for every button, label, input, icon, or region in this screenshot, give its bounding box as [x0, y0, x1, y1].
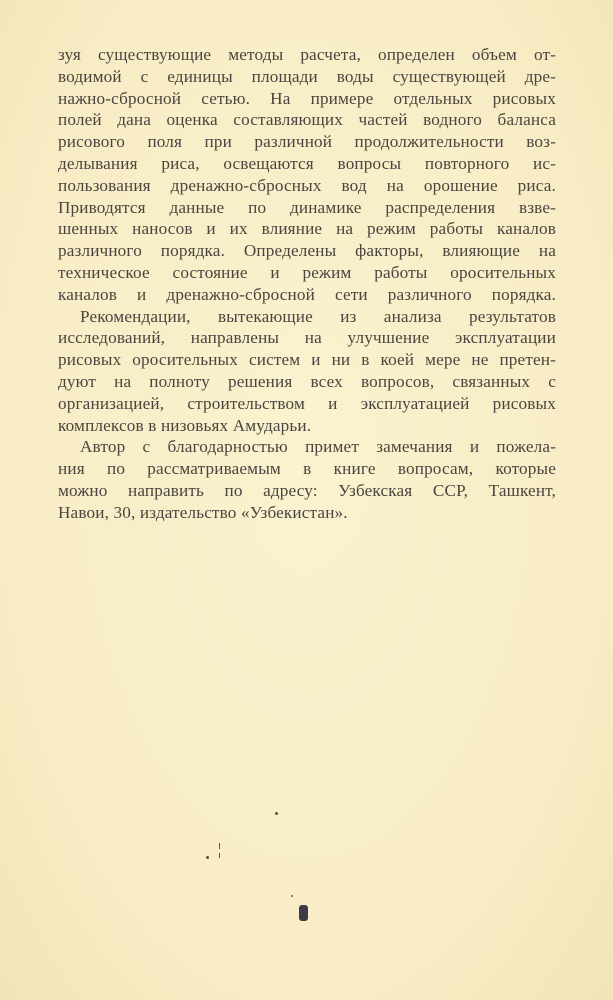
paper-speck: [291, 895, 293, 897]
text-line: полей дана оценка составляющих частей водного баланса: [58, 110, 556, 130]
body-text: [58, 44, 556, 524]
text-line: нажно-сбросной сетью. На примере отдельных рисовых: [58, 88, 556, 108]
text-line: дуют на полноту решения всех вопросов, связанных с: [58, 371, 556, 391]
text-line: ния по рассматриваемым в книге вопросам, которые: [58, 459, 556, 479]
text-line: пользования дренажно-сбросных вод на орошение риса.: [58, 175, 556, 195]
page-number: [299, 905, 308, 921]
text-line: Приводятся данные по динамике распределения взве-: [58, 197, 556, 217]
text-line: Автор с благодарностью примет замечания и пожела-: [80, 437, 556, 457]
text-line: зуя существующие методы расчета, определен объем от-: [58, 45, 556, 64]
text-line: Рекомендации, вытекающие из анализа результатов: [80, 306, 556, 326]
text-line: можно направить по адресу: Узбекская ССР, Ташкент,: [58, 480, 556, 500]
text-line: каналов и дренажно-сбросной сети различного порядка.: [58, 284, 556, 304]
text-line: исследований, направлены на улучшение эксплуатации: [58, 328, 556, 348]
text-line: рисового поля при различной продолжительности воз-: [58, 132, 556, 152]
paper-speck: [275, 812, 278, 815]
text-line: делывания риса, освещаются вопросы повторного ис-: [58, 153, 556, 173]
text-line: организацией, строительством и эксплуатацией рисовых: [58, 393, 556, 413]
paper-speck: [206, 856, 209, 859]
paper-speck: [219, 843, 220, 849]
text-line: рисовых оросительных систем и ни в коей мере не претен-: [58, 350, 556, 370]
text-line: различного порядка. Определены факторы, влияющие на: [58, 241, 556, 261]
text-line: водимой с единицы площади воды существующей дре-: [58, 66, 556, 86]
text-line: комплексов в низовьях Амударьи.: [58, 415, 312, 435]
text-line: Навои, 30, издательство «Узбекистан».: [58, 502, 348, 522]
text-line: техническое состояние и режим работы оросительных: [58, 262, 556, 282]
paper-speck: [219, 853, 220, 858]
text-line: шенных наносов и их влияние на режим работы каналов: [58, 219, 556, 239]
